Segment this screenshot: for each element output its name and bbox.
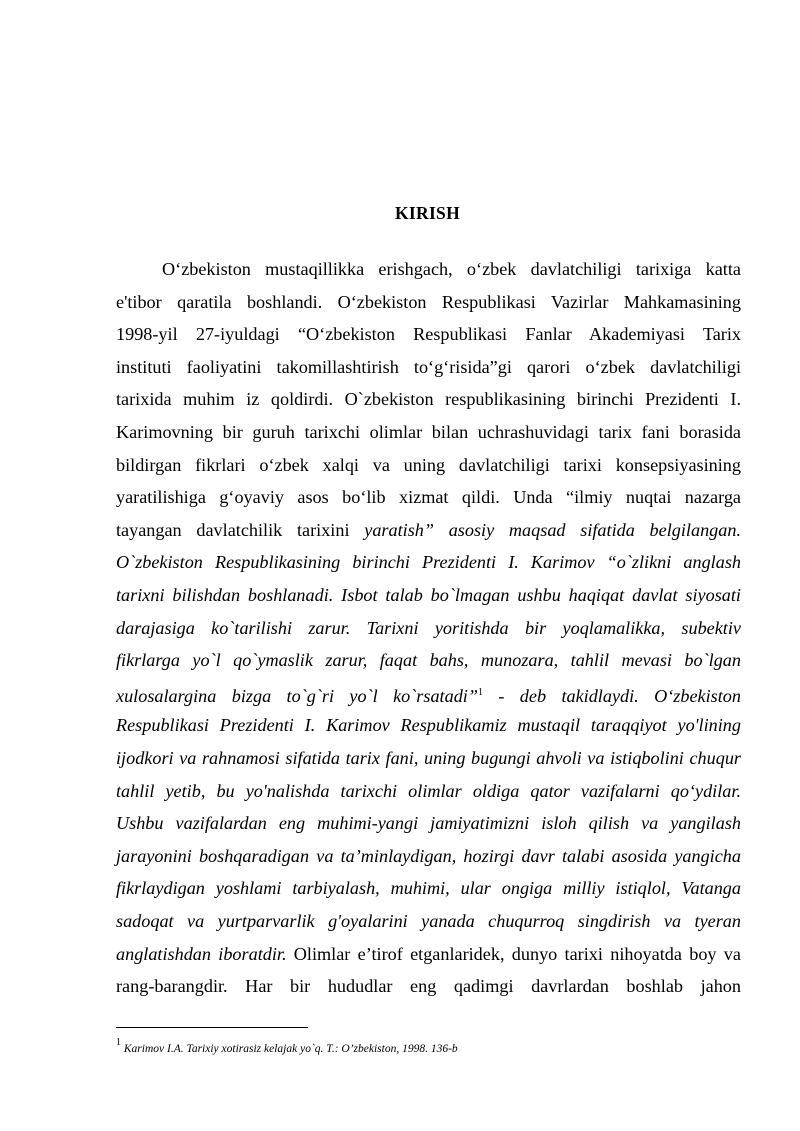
text-segment: O‘zbekiston mustaqillikka erishgach, o‘zbek davlatchiligi tarixiga katta <box>162 259 741 279</box>
italic-text: Ushbu vazifalardan eng muhimi-yangi jamiyatimizni isloh qilish va yangilash <box>116 813 741 834</box>
footnote-text: Karimov I.A. Tarixiy xotirasiz kelajak yo`q. T.: O’zbekiston, 1998. 136-b <box>123 1043 458 1055</box>
section-title: KIRISH <box>394 203 460 223</box>
italic-text: darajasiga ko`tarilishi zarur. Tarixni yoritishda bir yoqlamalikka, subektiv <box>116 617 741 638</box>
body-line <box>116 388 741 410</box>
body-line <box>116 519 741 541</box>
body-line <box>116 682 741 707</box>
italic-text: xulosalargina bizga to`g`ri yo`l ko`rsatadi” <box>116 685 478 706</box>
body-line <box>116 421 741 443</box>
body-line <box>116 943 741 965</box>
body-line <box>116 812 741 834</box>
italic-text: O`zbekiston Respublikasining birinchi Prezidenti I. Karimov “o`zlikni anglash <box>116 552 741 573</box>
italic-text: sadoqat va yurtparvarlik g'oyalarini yanada chuqurroq singdirish va tyeran <box>116 911 741 931</box>
italic-text: ijodkori va rahnamosi sifatida tarix fani, uning bugungi ahvoli va istiqbolini chuqur <box>116 748 741 768</box>
text-segment: yaratilishiga g‘oyaviy asos bo‘lib xizmat qildi. Unda “ilmiy nuqtai nazarga <box>116 487 741 508</box>
italic-text: anglatishdan iboratdir. <box>116 943 287 964</box>
body-line <box>116 291 741 313</box>
text-segment: instituti faoliyatini takomillashtirish to‘g‘risida”gi qarori o‘zbek davlatchiligi <box>116 356 741 377</box>
body-line <box>116 877 741 899</box>
body-line <box>116 454 741 476</box>
text-segment: e'tibor qaratila boshlandi. O‘zbekiston Respublikasi Vazirlar Mahkamasining <box>116 291 741 312</box>
text-segment: bildirgan fikrlari o‘zbek xalqi va uning davlatchiligi tarixi konsepsiyasining <box>116 454 741 475</box>
footnote-reference: 1 <box>477 686 483 698</box>
text-segment: Karimovning bir guruh tarixchi olimlar bilan uchrashuvidagi tarix fani borasida <box>116 422 741 442</box>
footnote-divider <box>116 1027 308 1028</box>
body-line <box>116 845 741 867</box>
footnote <box>116 1037 458 1055</box>
italic-text: fikrlaydigan yoshlami tarbiyalash, muhimi, ular ongiga milliy istiqlol, Vatanga <box>116 878 741 899</box>
body-line <box>116 910 741 932</box>
body-line <box>116 975 741 997</box>
body-line <box>162 258 741 280</box>
text-segment: tayangan davlatchilik tarixini <box>116 519 365 540</box>
text-segment: 1998-yil 27-iyuldagi “O‘zbekiston Respublikasi Fanlar Akademiyasi Tarix <box>116 324 741 345</box>
body-line <box>116 584 741 606</box>
body-line <box>116 714 741 736</box>
italic-text: tahlil yetib, bu yo'nalishda tarixchi olimlar oldiga qator vazifalarni qo‘ydilar. <box>116 780 741 801</box>
body-line <box>116 486 741 508</box>
italic-text: tarixni bilishdan boshlanadi. Isbot talab bo`lmagan ushbu haqiqat davlat siyosati <box>116 585 741 605</box>
italic-text: jarayonini boshqaradigan va ta’minlaydigan, hozirgi davr talabi asosida yangicha <box>116 845 741 866</box>
body-line <box>116 649 741 671</box>
italic-text: O‘zbekiston <box>654 685 741 706</box>
italic-text: Respublikasi Prezidenti I. Karimov Respublikamiz mustaqil taraqqiyot yo'lining <box>116 715 741 736</box>
body-line <box>116 617 741 639</box>
italic-text: - deb takidlaydi. <box>482 685 655 706</box>
footnote-marker: 1 <box>116 1037 121 1048</box>
body-line <box>116 747 741 769</box>
body-line <box>116 356 741 378</box>
text-segment: Olimlar e’tirof etganlaridek, dunyo tarixi nihoyatda boy va <box>286 943 741 964</box>
italic-text: yaratish” asosiy maqsad sifatida belgilangan. <box>364 519 741 540</box>
body-line <box>116 323 741 345</box>
body-line <box>116 551 741 573</box>
body-line <box>116 780 741 802</box>
text-segment: tarixida muhim iz qoldirdi. O`zbekiston respublikasining birinchi Prezidenti I. <box>116 389 741 410</box>
italic-text: fikrlarga yo`l qo`ymaslik zarur, faqat bahs, munozara, tahlil mevasi bo`lgan <box>116 650 741 671</box>
text-segment: rang-barangdir. Har bir hududlar eng qadimgi davrlardan boshlab jahon <box>116 976 741 997</box>
